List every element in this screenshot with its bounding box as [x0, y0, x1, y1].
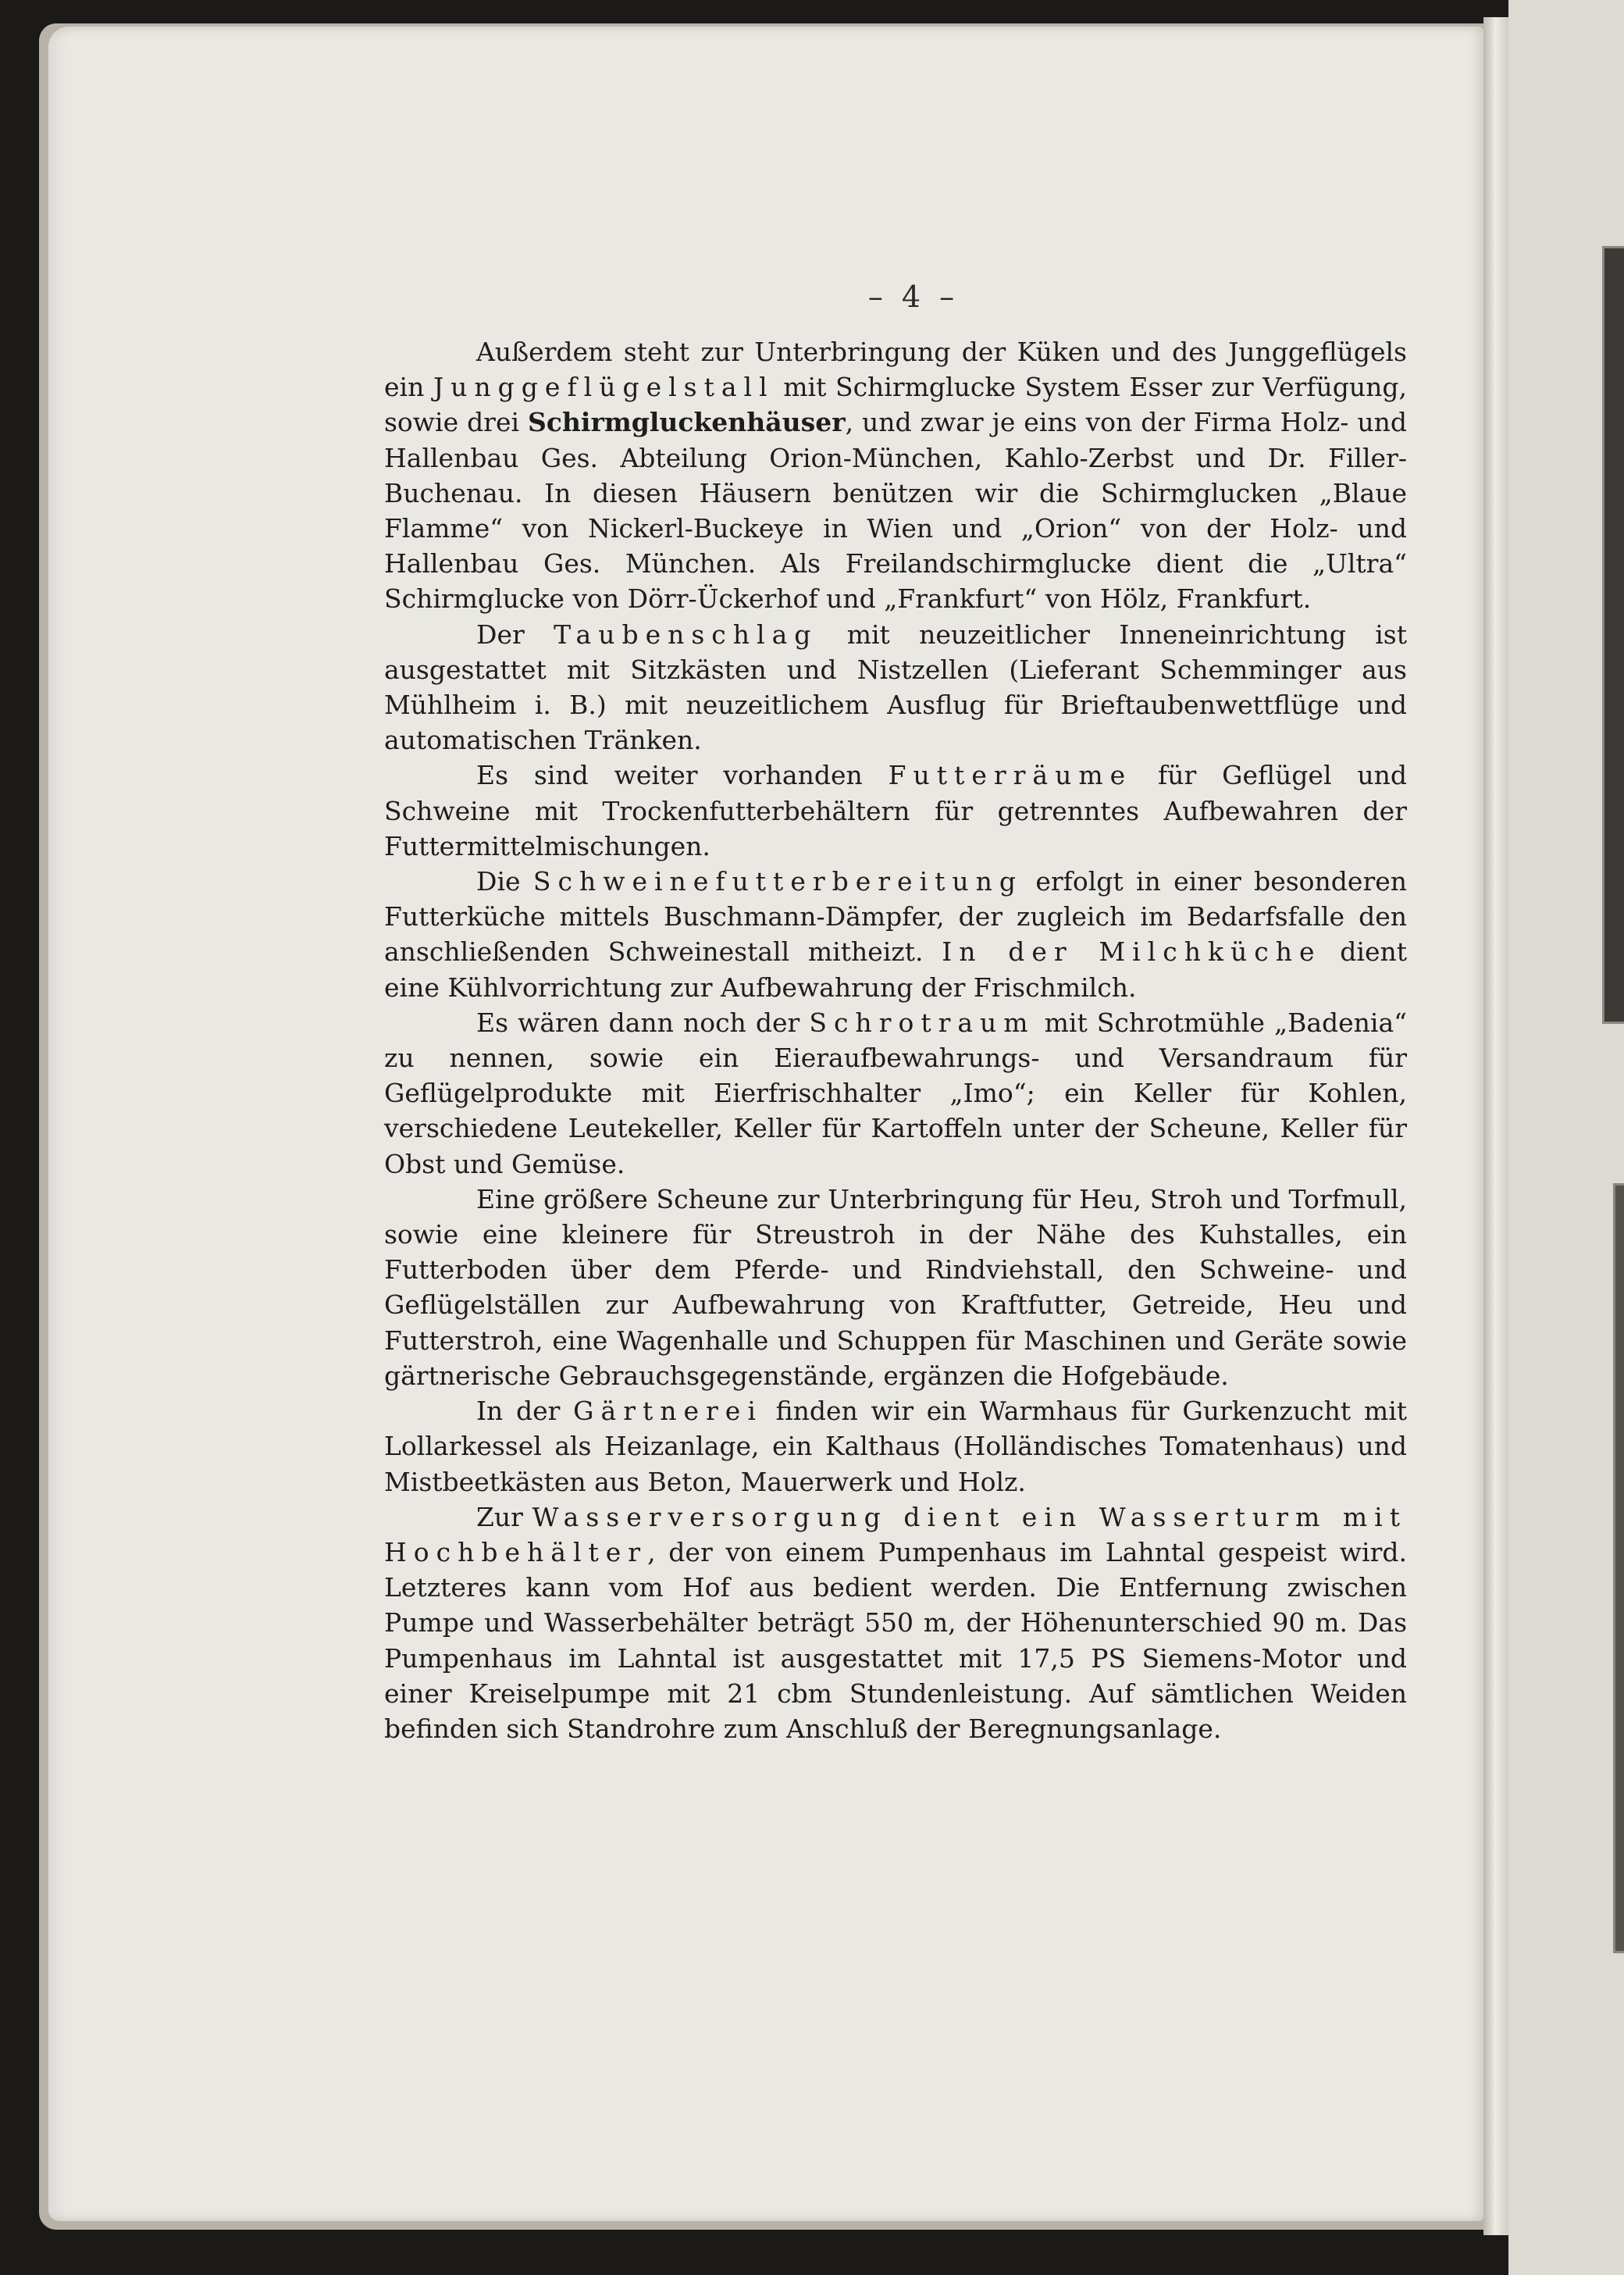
paragraph: Der Taubenschlag mit neuzeitlicher Inneneinrichtung ist ausgestattet mit Sitzkästen und Nistzellen (Lieferant Schemminger aus Mühlheim i. B.) mit neuzeitlichem Ausflug für Brieftaubenwettflüge und automatischen Tränken.: [384, 619, 1407, 756]
page-number: – 4 –: [867, 280, 960, 314]
paragraph: In der Gärtnerei finden wir ein Warmhaus für Gurkenzucht mit Lollarkessel als Heizanlage, ein Kalthaus (Holländisches Tomatenhaus) und Mistbeetkästen aus Beton, Mauerwerk und Holz.: [384, 1396, 1408, 1497]
body-text: [384, 334, 1407, 1746]
book-gutter: [1483, 17, 1510, 2235]
facing-page-photo: [1613, 1183, 1624, 1953]
paragraph: Es wären dann noch der Schrotraum mit Schrotmühle „Badenia“ zu nennen, sowie ein Eieraufbewahrungs- und Versandraum für Geflügelprodukte mit Eierfrischhalter „Imo“; ein Keller für Kohlen, verschiedene Leutekeller, Keller für Kartoffeln unter der Scheune, Keller für Obst und Gemüse.: [384, 1007, 1408, 1179]
paragraph: Außerdem steht zur Unterbringung der Küken und des Junggeflügels ein Junggeflügelstall mit Schirmglucke System Esser zur Verfügung, sowie drei Schirmgluckenhäuser, und zwar je eins von der Firma Holz- und Hallenbau Ges. Abteilung Orion-München, Kahlo-Zerbst und Dr. Filler-Buchenau. In diesen Häusern benützen wir die Schirmglucken „Blaue Flamme“ von Nickerl-Buckeye in Wien und „Orion“ von der Holz- und Hallenbau Ges. München. Als Freilandschirmglucke dient die „Ultra“ Schirmglucke von Dörr-Ückerhof und „Frankfurt“ von Hölz, Frankfurt.: [384, 337, 1408, 615]
paragraph: Die Schweinefutterbereitung erfolgt in einer besonderen Futterküche mittels Buschmann-Dämpfer, der zugleich im Bedarfsfalle den anschließenden Schweinestall mitheizt. In der Milchküche dient eine Kühlvorrichtung zur Aufbewahrung der Frischmilch.: [384, 866, 1408, 1003]
facing-page-photo: [1602, 246, 1624, 1024]
paragraph: Zur Wasserversorgung dient ein Wasserturm mit Hochbehälter, der von einem Pumpenhaus im Lahntal gespeist wird. Letzteres kann vom Hof aus bedient werden. Die Entfernung zwischen Pumpe und Wasserbehälter beträgt 550 m, der Höhenunterschied 90 m. Das Pumpenhaus im Lahntal ist ausgestattet mit 17,5 PS Siemens-Motor und einer Kreiselpumpe mit 21 cbm Stundenleistung. Auf sämtlichen Weiden befinden sich Standrohre zum Anschluß der Beregnungsanlage.: [384, 1501, 1407, 1744]
paragraph: Es sind weiter vorhanden Futterräume für Geflügel und Schweine mit Trockenfutterbehältern für getrenntes Aufbewahren der Futtermittelmischungen.: [384, 760, 1407, 861]
paragraph: Eine größere Scheune zur Unterbringung für Heu, Stroh und Torfmull, sowie eine kleinere für Streustroh in der Nähe des Kuhstalles, ein Futterboden über dem Pferde- und Rindviehstall, den Schweine- und Geflügelställen zur Aufbewahrung von Kraftfutter, Getreide, Heu und Futterstroh, eine Wagenhalle und Schuppen für Maschinen und Geräte sowie gärtnerische Gebrauchsgegenstände, ergänzen die Hofgebäude.: [384, 1183, 1407, 1391]
